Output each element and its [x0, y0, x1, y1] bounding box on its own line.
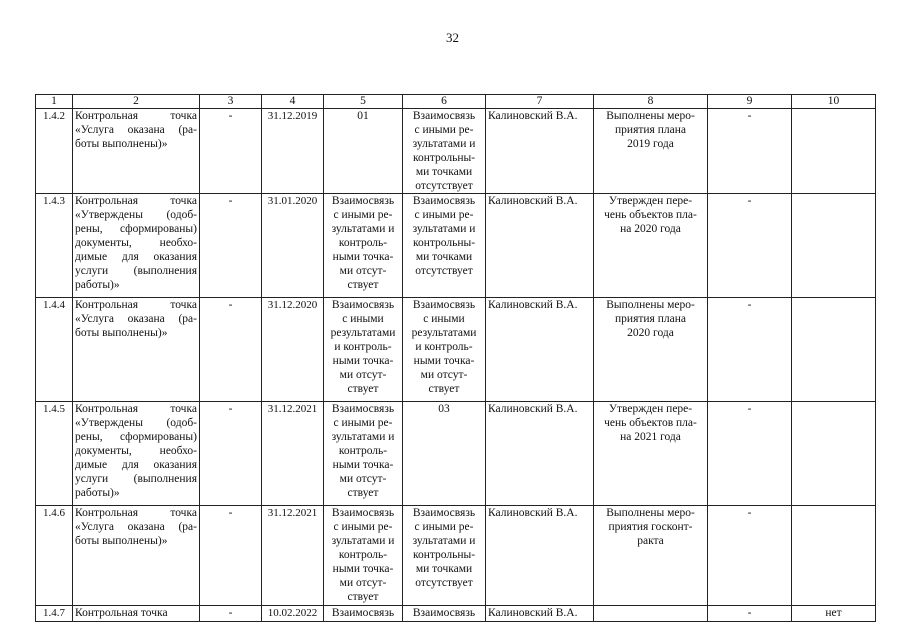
col9-cell: -	[708, 298, 792, 402]
item-name-cell-line: Контрольная точка	[75, 403, 197, 415]
item-number-cell: 1.4.3	[36, 194, 73, 298]
col6-cell	[403, 402, 486, 506]
col5-cell-line: с иными ре-	[333, 209, 393, 221]
result-cell-line: Выполнены меро-	[606, 110, 695, 122]
result-cell-line: 2020 года	[627, 327, 674, 339]
col5-cell-line: и контроль-	[334, 341, 392, 353]
responsible-cell: Калиновский В.А.	[486, 194, 594, 298]
column-header: 10	[792, 95, 876, 109]
col5-cell-line: ми отсут-	[339, 265, 387, 277]
result-cell-line: ракта	[637, 535, 664, 547]
col3-cell: -	[200, 506, 262, 606]
col5-cell	[324, 298, 403, 402]
col6-cell-line: с иными	[423, 313, 465, 325]
item-name-cell-line: «Услуга оказана (ра-	[75, 313, 197, 325]
result-cell	[594, 506, 708, 606]
col6-cell-line: 03	[438, 403, 450, 415]
result-cell-line: на 2021 года	[620, 431, 681, 443]
table-row	[36, 194, 876, 298]
col5-cell-line: ми отсут-	[339, 473, 387, 485]
table-row	[36, 298, 876, 402]
col5-cell-line: с иными ре-	[333, 521, 393, 533]
item-name-cell-line: работы)»	[75, 487, 120, 499]
item-name-cell-line: «Услуга оказана (ра-	[75, 521, 197, 533]
col5-cell-line: Взаимосвязь	[331, 607, 395, 619]
item-name-cell-line: услуги (выполнения	[75, 473, 197, 485]
col6-cell-line: ными точка-	[413, 355, 475, 367]
col3-cell: -	[200, 298, 262, 402]
col5-cell-line: контроль-	[338, 445, 388, 457]
col6-cell-line: зультатами и	[412, 535, 476, 547]
item-name-cell-line: работы)»	[75, 279, 120, 291]
date-cell: 31.12.2019	[262, 109, 324, 194]
date-cell: 31.12.2020	[262, 298, 324, 402]
col6-cell-line: с иными ре-	[414, 124, 474, 136]
item-number-cell: 1.4.4	[36, 298, 73, 402]
col5-cell-line: ными точка-	[332, 251, 394, 263]
item-name-cell-line: услуги (выполнения	[75, 265, 197, 277]
col5-cell	[324, 402, 403, 506]
responsible-cell: Калиновский В.А.	[486, 402, 594, 506]
item-number-cell: 1.4.2	[36, 109, 73, 194]
column-header: 7	[486, 95, 594, 109]
col10-cell	[792, 402, 876, 506]
col5-cell-line: 01	[357, 110, 369, 122]
col9-cell: -	[708, 606, 792, 622]
result-cell-line: чень объектов пла-	[604, 417, 697, 429]
item-name-cell	[73, 109, 200, 194]
column-header: 9	[708, 95, 792, 109]
responsible-cell: Калиновский В.А.	[486, 109, 594, 194]
date-cell: 31.12.2021	[262, 506, 324, 606]
item-name-cell-line: «Утверждены (одоб-	[75, 417, 197, 429]
col6-cell-line: ми отсут-	[420, 369, 468, 381]
item-name-cell-line: документы, необхо-	[75, 445, 197, 457]
col10-cell	[792, 506, 876, 606]
col6-cell-line: с иными ре-	[414, 521, 474, 533]
item-name-cell	[73, 606, 200, 622]
col3-cell: -	[200, 194, 262, 298]
result-cell-line: на 2020 года	[620, 223, 681, 235]
item-name-cell-line: Контрольная точка	[75, 195, 197, 207]
col5-cell-line: Взаимосвязь	[331, 195, 395, 207]
result-cell-line: Утвержден пере-	[608, 195, 693, 207]
col5-cell-line: ми отсут-	[339, 369, 387, 381]
responsible-cell: Калиновский В.А.	[486, 606, 594, 622]
col6-cell-line: ми точками	[415, 251, 473, 263]
col5-cell	[324, 606, 403, 622]
col5-cell-line: с иными	[342, 313, 384, 325]
col5-cell-line: Взаимосвязь	[331, 507, 395, 519]
result-cell-line: Выполнены меро-	[606, 507, 695, 519]
col6-cell	[403, 194, 486, 298]
col6-cell-line: зультатами и	[412, 138, 476, 150]
col3-cell: -	[200, 606, 262, 622]
col9-cell: -	[708, 109, 792, 194]
table-row	[36, 402, 876, 506]
item-name-cell-line: рены, сформированы)	[75, 223, 197, 235]
col6-cell-line: контрольны-	[412, 237, 476, 249]
column-header: 5	[324, 95, 403, 109]
col5-cell	[324, 109, 403, 194]
col9-cell: -	[708, 506, 792, 606]
col5-cell-line: зультатами и	[331, 431, 395, 443]
col6-cell	[403, 606, 486, 622]
col5-cell-line: результатами	[330, 327, 396, 339]
responsible-cell: Калиновский В.А.	[486, 506, 594, 606]
col5-cell-line: ми отсут-	[339, 577, 387, 589]
item-name-cell-line: боты выполнены)»	[75, 138, 168, 150]
item-name-cell-line: димые для оказания	[75, 251, 197, 263]
result-cell-line: приятия плана	[615, 313, 686, 325]
col5-cell	[324, 194, 403, 298]
item-name-cell-line: боты выполнены)»	[75, 327, 168, 339]
item-number-cell: 1.4.5	[36, 402, 73, 506]
col6-cell-line: результатами	[411, 327, 477, 339]
col6-cell-line: отсутствует	[415, 180, 473, 192]
header-row	[36, 95, 876, 109]
item-number-cell: 1.4.6	[36, 506, 73, 606]
col6-cell-line: Взаимосвязь	[412, 110, 476, 122]
item-name-cell-line: рены, сформированы)	[75, 431, 197, 443]
responsible-cell: Калиновский В.А.	[486, 298, 594, 402]
item-name-cell	[73, 506, 200, 606]
col10-cell	[792, 194, 876, 298]
col6-cell-line: и контроль-	[415, 341, 473, 353]
col5-cell-line: Взаимосвязь	[331, 299, 395, 311]
plan-table	[35, 94, 876, 622]
result-cell-line: Выполнены меро-	[606, 299, 695, 311]
date-cell: 10.02.2022	[262, 606, 324, 622]
col6-cell-line: Взаимосвязь	[412, 299, 476, 311]
item-name-cell-line: Контрольная точка	[75, 299, 197, 311]
result-cell-line: приятия плана	[615, 124, 686, 136]
result-cell	[594, 109, 708, 194]
col5-cell-line: контроль-	[338, 237, 388, 249]
col5-cell-line: зультатами и	[331, 535, 395, 547]
col6-cell-line: контрольны-	[412, 549, 476, 561]
column-header: 8	[594, 95, 708, 109]
table-row	[36, 506, 876, 606]
column-header: 3	[200, 95, 262, 109]
col6-cell-line: Взаимосвязь	[412, 195, 476, 207]
col5-cell-line: ствует	[347, 591, 379, 603]
item-name-cell-line: Контрольная точка	[75, 607, 168, 619]
result-cell-line: 2019 года	[627, 138, 674, 150]
item-name-cell-line: Контрольная точка	[75, 110, 197, 122]
col6-cell-line: ми точками	[415, 563, 473, 575]
column-header: 4	[262, 95, 324, 109]
col6-cell-line: ствует	[428, 383, 460, 395]
item-name-cell-line: димые для оказания	[75, 459, 197, 471]
col5-cell-line: ствует	[347, 487, 379, 499]
date-cell: 31.01.2020	[262, 194, 324, 298]
table-row	[36, 109, 876, 194]
col3-cell: -	[200, 109, 262, 194]
col10-cell	[792, 109, 876, 194]
item-name-cell-line: «Утверждены (одоб-	[75, 209, 197, 221]
item-name-cell-line: «Услуга оказана (ра-	[75, 124, 197, 136]
col6-cell-line: Взаимосвязь	[412, 507, 476, 519]
column-header: 2	[73, 95, 200, 109]
col5-cell-line: ными точка-	[332, 459, 394, 471]
col5-cell-line: ствует	[347, 383, 379, 395]
result-cell-line: приятия госконт-	[608, 521, 693, 533]
col6-cell	[403, 506, 486, 606]
result-cell	[594, 606, 708, 622]
col6-cell-line: отсутствует	[415, 577, 473, 589]
item-name-cell-line: Контрольная точка	[75, 507, 197, 519]
col6-cell-line: Взаимосвязь	[412, 607, 476, 619]
result-cell-line: чень объектов пла-	[604, 209, 697, 221]
date-cell: 31.12.2021	[262, 402, 324, 506]
result-cell-line: Утвержден пере-	[608, 403, 693, 415]
col3-cell: -	[200, 402, 262, 506]
item-name-cell	[73, 402, 200, 506]
col6-cell-line: ми точками	[415, 166, 473, 178]
result-cell	[594, 402, 708, 506]
col5-cell-line: Взаимосвязь	[331, 403, 395, 415]
col9-cell: -	[708, 402, 792, 506]
item-name-cell	[73, 194, 200, 298]
col9-cell: -	[708, 194, 792, 298]
column-header: 6	[403, 95, 486, 109]
item-number-cell: 1.4.7	[36, 606, 73, 622]
col10-cell	[792, 298, 876, 402]
col6-cell	[403, 109, 486, 194]
col6-cell	[403, 298, 486, 402]
item-name-cell-line: боты выполнены)»	[75, 535, 168, 547]
table-row	[36, 606, 876, 622]
col5-cell-line: зультатами и	[331, 223, 395, 235]
result-cell	[594, 194, 708, 298]
col5-cell-line: с иными ре-	[333, 417, 393, 429]
item-name-cell	[73, 298, 200, 402]
result-cell	[594, 298, 708, 402]
col6-cell-line: контрольны-	[412, 152, 476, 164]
col5-cell-line: ными точка-	[332, 355, 394, 367]
col6-cell-line: зультатами и	[412, 223, 476, 235]
col5-cell-line: контроль-	[338, 549, 388, 561]
col6-cell-line: отсутствует	[415, 265, 473, 277]
column-header: 1	[36, 95, 73, 109]
col5-cell-line: ными точка-	[332, 563, 394, 575]
col5-cell	[324, 506, 403, 606]
col6-cell-line: с иными ре-	[414, 209, 474, 221]
col10-cell: нет	[792, 606, 876, 622]
item-name-cell-line: документы, необхо-	[75, 237, 197, 249]
page-number: 32	[446, 30, 459, 45]
col5-cell-line: ствует	[347, 279, 379, 291]
